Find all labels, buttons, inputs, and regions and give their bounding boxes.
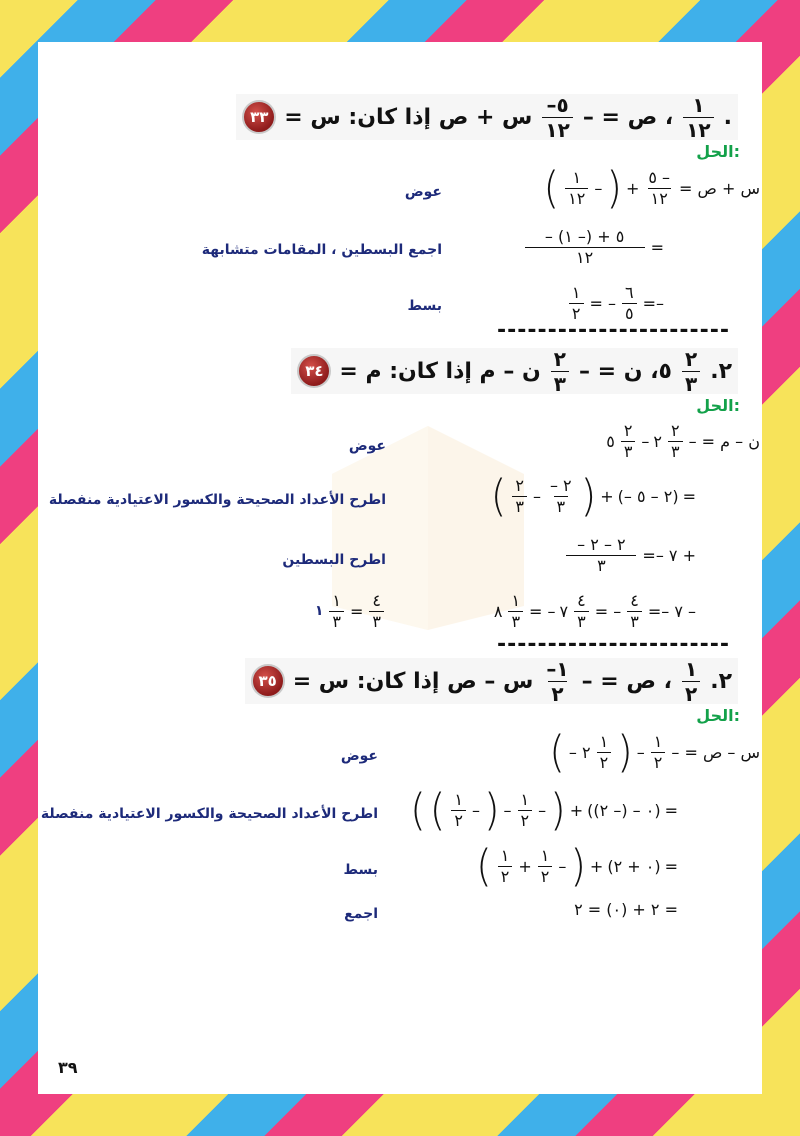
problem-prompt: س + ص إذا كان: س =	[284, 104, 533, 130]
step-note-expression: ١ ١ ٣ = ٤ ٣	[315, 592, 386, 630]
problem-fraction: ١– ٢	[546, 656, 569, 706]
problem-33-header	[236, 94, 738, 140]
step-expression: ( ٢ ٣ – – ٢ ٣ ) + (– ٢ – ٥) =	[490, 470, 696, 522]
solution-label: الحل:	[696, 396, 740, 415]
step-expression: – ٢ – ٢ ٣ =– ٧ +	[564, 536, 696, 574]
step-expression: ( ١ ١٢ – ) + ٥ – ١٢ س + ص =	[543, 162, 760, 214]
page-number: ٣٩	[58, 1058, 78, 1077]
step-expression: ( ١ ٢ + ١ ٢ – ) + (٠ + ٢) =	[476, 840, 678, 892]
separator-line: -----------------------	[497, 318, 731, 343]
solution-label: الحل:	[696, 706, 740, 725]
problem-prompt-mid: ، ص = –	[582, 104, 674, 130]
step-note: عوض	[340, 748, 378, 764]
solution-label: الحل:	[696, 142, 740, 161]
step-expression: – ٥ + (– ١) ١٢ =	[523, 228, 664, 266]
step-note: اجمع البسطين ، المقامات متشابهة	[201, 242, 442, 258]
problem-prompt: س – ص إذا كان: س =	[292, 668, 534, 694]
step-note: اطرح البسطين	[282, 552, 386, 568]
problem-fraction-2: ٢ ٣	[682, 348, 700, 395]
step-expression: ٥ ٢ ٣ – ٢ ٢ ٣ ن – م = –	[606, 421, 760, 461]
step-expression: ( – ٢ ١ ٢ ) – ١ ٢ س – ص = –	[549, 726, 760, 778]
problem-fraction: ٥– ١٢	[542, 94, 572, 141]
step-note: اجمع	[344, 906, 378, 922]
problem-number-badge: ٣٥	[251, 664, 285, 698]
separator-line: -----------------------	[497, 632, 731, 657]
step-expression: ١ ٢ = – ٦ ٥ =–	[567, 284, 664, 322]
step-note: اطرح الأعداد الصحيحة والكسور الاعتيادية منفصلة	[40, 806, 378, 822]
problem-prompt: ن – م إذا كان: م =	[339, 358, 541, 384]
problem-prompt-end: .	[723, 104, 732, 130]
problem-34-header	[291, 348, 738, 394]
step-note: عوض	[348, 438, 386, 454]
step-note: اطرح الأعداد الصحيحة والكسور الاعتيادية منفصلة	[48, 492, 386, 508]
problem-number-badge: ٣٤	[297, 354, 331, 388]
problem-35-header	[245, 658, 738, 704]
step-note: بسط	[343, 862, 378, 878]
problem-prompt-end: ٢.	[710, 668, 732, 694]
problem-prompt-mid: ، ص = –	[581, 668, 672, 694]
problem-number-badge: ٣٣	[242, 100, 276, 134]
step-note: بسط	[407, 298, 442, 314]
problem-prompt-end: ٢.	[710, 358, 732, 384]
step-expression: ٨ ١ ٣ = – ٧ ٤ ٣ = – ٤ ٣ =– ٧ –	[493, 591, 696, 631]
problem-fraction-2: ١ ٢	[682, 658, 700, 705]
problem-fraction-2: ١ ١٢	[683, 94, 713, 141]
step-expression: ( ( ١ ٢ – ) – ١ ٢ – ) + (٠ – (– ٢)) =	[410, 784, 678, 836]
problem-fraction: ٢ ٣	[551, 348, 569, 395]
problem-prompt-mid: ٥، ن = –	[579, 358, 672, 384]
step-expression: = ٢ + (٠) = ٢	[574, 900, 678, 919]
step-note: عوض	[404, 184, 442, 200]
